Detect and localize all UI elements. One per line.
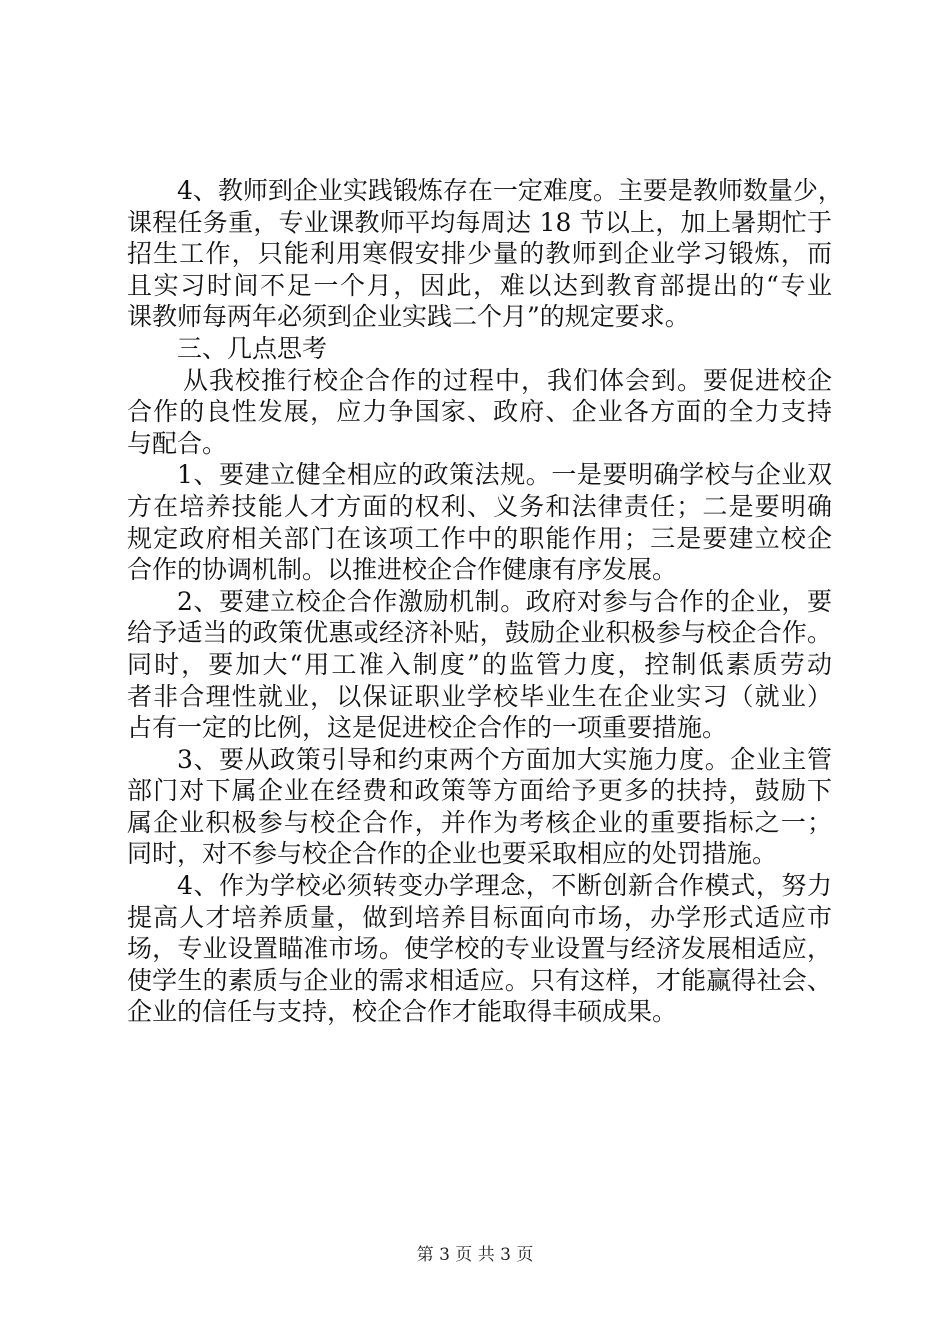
point-2-line-1: 2、要建立校企合作激励机制。政府对参与合作的企业，要 [177, 586, 832, 616]
point-2-line-3: 同时，要加大“用工准入制度”的监管力度，控制低素质劳动 [127, 649, 832, 679]
point-1-line-3: 规定政府相关部门在该项工作中的职能作用；三是要建立校企 [127, 523, 832, 553]
point-4-line-3: 场，专业设置瞄准市场。使学校的专业设置与经济发展相适应， [127, 934, 832, 964]
point-4-line-2: 提高人才培养质量，做到培养目标面向市场，办学形式适应市 [127, 902, 832, 932]
point-3-line-2: 部门对下属企业在经费和政策等方面给予更多的扶持，鼓励下 [127, 776, 832, 806]
point-2-line-5: 占有一定的比例，这是促进校企合作的一项重要措施。 [127, 713, 728, 743]
point-4-line-4: 使学生的素质与企业的需求相适应。只有这样，才能赢得社会、 [127, 965, 832, 995]
intro-line-1: 从我校推行校企合作的过程中，我们体会到。要促进校企 [183, 365, 832, 395]
page-footer: 第 3 页 共 3 页 [416, 1245, 534, 1265]
point-2-line-2: 给予适当的政策优惠或经济补贴，鼓励企业积极参与校企合作。 [127, 618, 832, 648]
intro-line-2: 合作的良性发展，应力争国家、政府、企业各方面的全力支持 [127, 397, 832, 427]
document-body [127, 175, 843, 1028]
paragraph-4-line-3: 招生工作，只能利用寒假安排少量的教师到企业学习锻炼，而 [127, 239, 832, 269]
point-3-line-1: 3、要从政策引导和约束两个方面加大实施力度。企业主管 [177, 744, 832, 774]
point-2-line-4: 者非合理性就业，以保证职业学校毕业生在企业实习（就业） [127, 681, 832, 711]
point-4-line-5: 企业的信任与支持，校企合作才能取得丰硕成果。 [127, 997, 678, 1027]
point-1-line-4: 合作的协调机制。以推进校企合作健康有序发展。 [127, 555, 678, 585]
point-3-line-4: 同时，对不参与校企合作的企业也要采取相应的处罚措施。 [127, 839, 778, 869]
paragraph-4-line-1: 4、教师到企业实践锻炼存在一定难度。主要是教师数量少， [177, 176, 843, 205]
point-4-line-1: 4、作为学校必须转变办学理念，不断创新合作模式，努力 [177, 871, 832, 901]
paragraph-4-line-2: 课程任务重，专业课教师平均每周达 18 节以上，加上暑期忙于 [127, 207, 832, 237]
paragraph-4-line-5: 课教师每两年必须到企业实践二个月”的规定要求。 [127, 302, 690, 332]
intro-line-3: 与配合。 [127, 428, 228, 458]
point-1-line-1: 1、要建立健全相应的政策法规。一是要明确学校与企业双 [177, 460, 832, 490]
paragraph-4-line-4: 且实习时间不足一个月，因此，难以达到教育部提出的“专业 [127, 270, 832, 300]
section-heading: 三、几点思考 [177, 333, 328, 363]
point-1-line-2: 方在培养技能人才方面的权利、义务和法律责任；二是要明确 [127, 491, 832, 521]
point-3-line-3: 属企业积极参与校企合作，并作为考核企业的重要指标之一； [127, 807, 832, 837]
